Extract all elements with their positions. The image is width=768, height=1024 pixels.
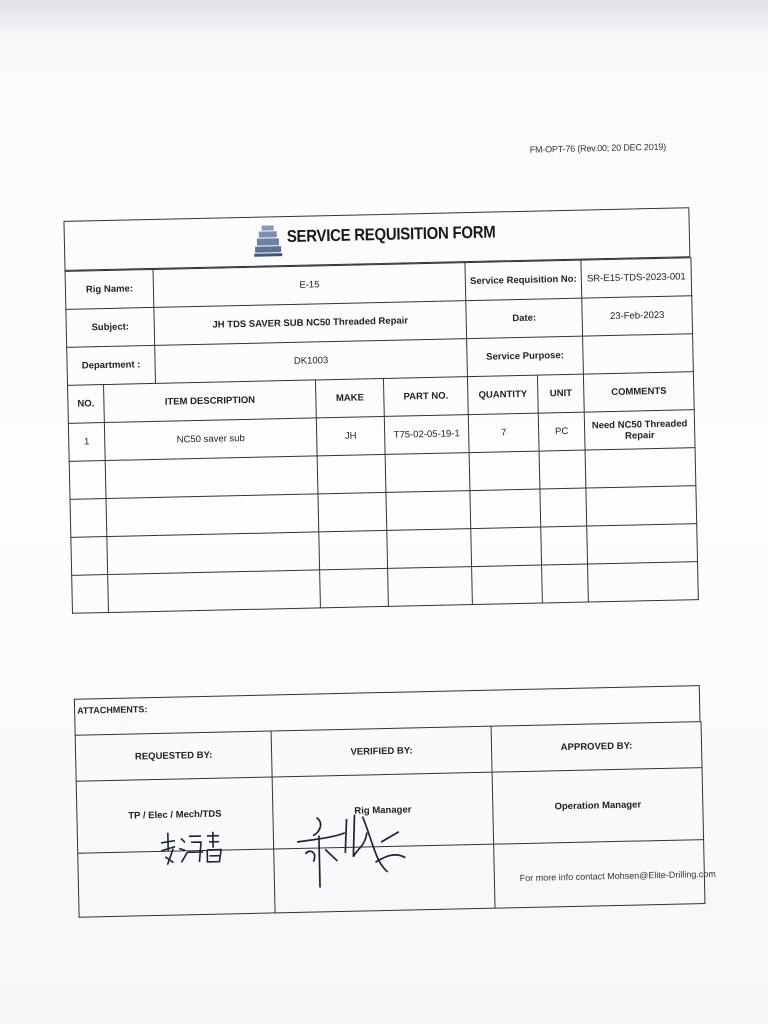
item-quantity <box>469 451 540 491</box>
form-reference: FM-OPT-76 (Rev.00; 20 DEC 2019) <box>529 141 667 155</box>
department-label: Department : <box>67 345 156 385</box>
item-unit: PC <box>538 412 585 451</box>
item-comments <box>588 562 699 602</box>
contact-info: For more info contact Mohsen@Elite-Drilling.com <box>519 868 716 884</box>
item-comments <box>585 448 696 488</box>
rig-name-value: E-15 <box>153 263 466 308</box>
item-unit <box>541 526 588 565</box>
item-unit <box>540 488 587 527</box>
col-comments-header: COMMENTS <box>583 372 694 412</box>
approved-role: Operation Manager <box>492 768 704 845</box>
item-comments <box>587 524 698 564</box>
item-quantity: 7 <box>468 413 539 453</box>
date-value: 23-Feb-2023 <box>582 296 693 336</box>
item-make <box>320 568 389 607</box>
item-quantity <box>471 527 542 567</box>
verified-by-label: VERIFIED BY: <box>271 726 492 777</box>
elite-logo-icon <box>253 223 284 260</box>
item-quantity <box>470 489 541 529</box>
verifier-signature <box>294 811 416 890</box>
item-description <box>105 456 318 499</box>
item-comments: Need NC50 Threaded Repair <box>584 410 695 450</box>
item-no: 1 <box>68 423 105 462</box>
item-description <box>107 532 320 575</box>
item-unit <box>539 450 586 489</box>
col-qty-header: QUANTITY <box>467 375 538 415</box>
item-part-no <box>386 491 471 531</box>
item-make <box>318 492 387 531</box>
requester-signature <box>157 827 228 869</box>
item-description <box>106 494 319 537</box>
item-quantity <box>472 565 543 605</box>
service-purpose-label: Service Purpose: <box>467 336 584 377</box>
item-make: JH <box>316 416 385 455</box>
item-part-no <box>385 453 470 493</box>
subject-value: JH TDS SAVER SUB NC50 Threaded Repair <box>154 301 467 346</box>
service-requisition-form <box>58 141 724 895</box>
item-comments <box>586 486 697 526</box>
sr-no-value: SR-E15-TDS-2023-001 <box>581 258 692 298</box>
col-part-header: PART NO. <box>383 377 468 417</box>
sr-no-label: Service Requisition No: <box>465 260 582 301</box>
requested-role: TP / Elec / Mech/TDS <box>76 777 274 853</box>
item-part-no <box>387 529 472 569</box>
service-purpose-value <box>583 334 694 374</box>
col-no-header: NO. <box>68 385 105 424</box>
item-no <box>70 499 107 538</box>
subject-label: Subject: <box>66 307 155 347</box>
rig-name-label: Rig Name: <box>65 269 154 309</box>
attachments-label: ATTACHMENTS: <box>74 685 701 735</box>
col-make-header: MAKE <box>315 378 384 417</box>
item-no <box>69 461 106 500</box>
item-unit <box>542 564 589 603</box>
item-no <box>72 575 109 614</box>
item-make <box>317 454 386 493</box>
col-item-header: ITEM DESCRIPTION <box>104 380 317 423</box>
form-title: SERVICE REQUISITION FORM <box>286 222 496 247</box>
item-part-no: T75-02-05-19-1 <box>384 415 469 455</box>
item-part-no <box>388 567 473 607</box>
requested-by-label: REQUESTED BY: <box>75 731 272 781</box>
item-description <box>108 570 321 613</box>
col-unit-header: UNIT <box>537 374 584 413</box>
verified-role: Rig Manager <box>272 772 494 849</box>
date-label: Date: <box>466 298 583 339</box>
requisition-table <box>65 257 699 614</box>
item-description: NC50 saver sub <box>104 418 317 461</box>
item-no <box>71 537 108 576</box>
item-make <box>319 530 388 569</box>
approved-by-label: APPROVED BY: <box>491 722 702 773</box>
scan-edge-shadow <box>0 0 768 34</box>
department-value: DK1003 <box>155 339 468 384</box>
